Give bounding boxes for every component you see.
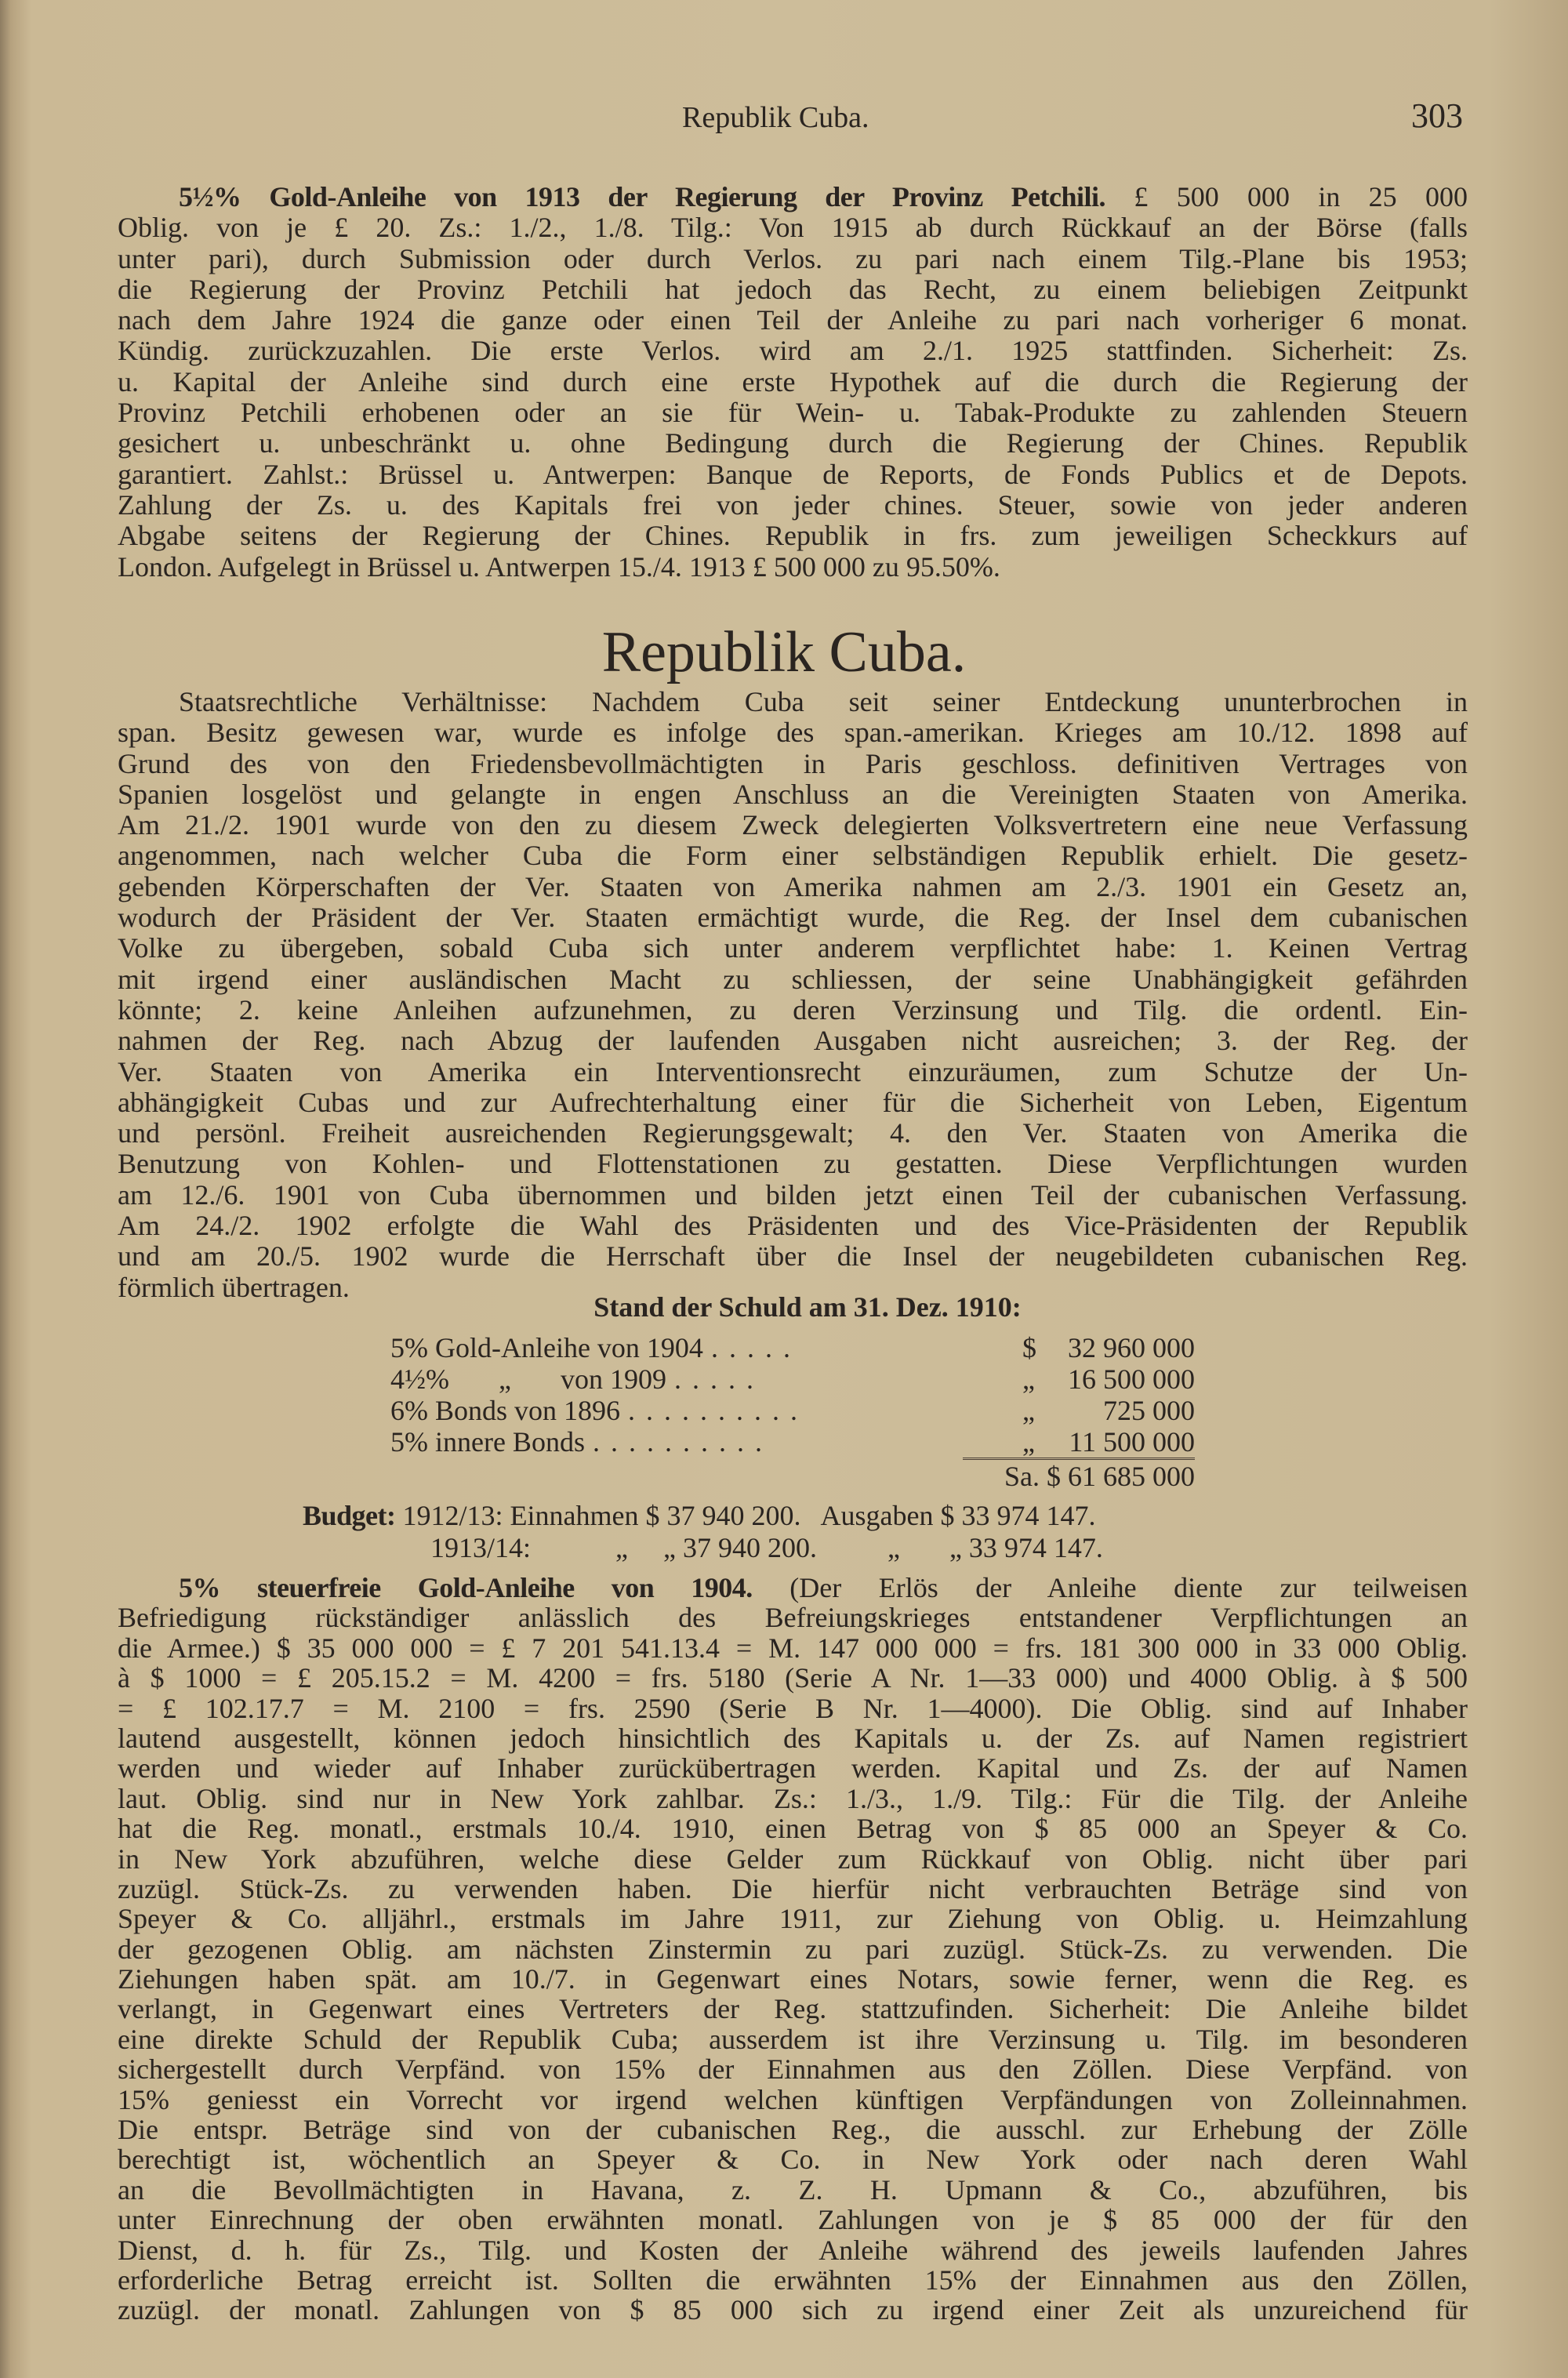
text-line: Kündig. zurückzuzahlen. Die erste Verlos. wird am 2./1. 1925 stattfinden. Sicherheit: Zs. bbox=[118, 335, 1468, 367]
debt-table-title: Stand der Schuld am 31. Dez. 1910: bbox=[593, 1291, 1022, 1323]
text-line: wodurch der Präsident der Ver. Staaten ermächtigt wurde, die Reg. der Insel dem cubanischen bbox=[118, 902, 1468, 934]
text-line: Staatsrechtliche Verhältnisse: Nachdem Cuba seit seiner Entdeckung ununterbrochen in bbox=[179, 686, 1468, 717]
total-currency: $ bbox=[1047, 1461, 1061, 1492]
text-line: lautend ausgestellt, können jedoch hinsichtlich des Kapitals u. der Zs. auf Namen registriert bbox=[118, 1722, 1468, 1754]
text-line: laut. Oblig. sind nur in New York zahlbar. Zs.: 1./3., 1./9. Tilg.: Für die Tilg. der Anleihe bbox=[118, 1782, 1468, 1814]
text-line: = £ 102.17.7 = M. 2100 = frs. 2590 (Serie B Nr. 1—4000). Die Oblig. sind auf Inhaber bbox=[118, 1692, 1468, 1724]
lead-continuation: (Der Erlös der Anleihe diente zur teilweisen bbox=[752, 1572, 1468, 1603]
text-line: Ziehungen haben spät. am 10./7. in Gegenwart eines Notars, sowie ferner, wenn die Reg. es bbox=[118, 1963, 1468, 1995]
text-line: Dienst, d. h. für Zs., Tilg. und Kosten der Anleihe während des jeweils laufenden Jahres bbox=[118, 2234, 1468, 2266]
budget-1912-13: 1912/13: Einnahmen $ 37 940 200. Ausgaben $ 33 974 147. bbox=[395, 1500, 1096, 1531]
gold-1904-paragraph bbox=[118, 1573, 1468, 2325]
text-line: zuzügl. der monatl. Zahlungen von $ 85 000 sich zu irgend einer Zeit als unzureichend für bbox=[118, 2294, 1468, 2326]
staatsrecht-paragraph bbox=[118, 687, 1468, 1303]
text-line: mit irgend einer ausländischen Macht zu schliessen, der seine Unabhängigkeit gefährden bbox=[118, 963, 1468, 995]
text-line: Grund des von den Friedensbevollmächtigten in Paris geschloss. definitiven Vertrages von bbox=[118, 747, 1468, 779]
text-line: berechtigt ist, wöchentlich an Speyer & Co. in New York oder nach deren Wahl bbox=[118, 2144, 1468, 2176]
text-line: an die Bevollmächtigten in Havana, z. Z. H. Upmann & Co., abzuführen, bis bbox=[118, 2173, 1468, 2206]
text-line: Benutzung von Kohlen- und Flottenstationen zu gestatten. Diese Verpflichtungen wurden bbox=[118, 1148, 1468, 1180]
paragraph-lead: 5% steuerfreie Gold-Anleihe von 1904. bbox=[179, 1572, 753, 1603]
text-line: Volke zu übergeben, sobald Cuba sich unter anderem verpflichtet habe: 1. Keinen Vertrag bbox=[118, 932, 1468, 964]
debt-label: 5% Gold-Anleihe von 1904 bbox=[390, 1332, 703, 1363]
text-line: garantiert. Zahlst.: Brüssel u. Antwerpen: Banque de Reports, de Fonds Publics et de Depots. bbox=[118, 458, 1468, 490]
debt-label: 4½% „ von 1909 bbox=[390, 1363, 666, 1395]
text-line: gebenden Körperschaften der Ver. Staaten von Amerika nahmen am 2./3. 1901 ein Gesetz an, bbox=[118, 870, 1468, 902]
debt-label: 6% Bonds von 1896 bbox=[390, 1395, 621, 1426]
text-line: der gezogenen Oblig. am nächsten Zinstermin zu pari zuzügl. Stück-Zs. zu verwenden. Die bbox=[118, 1933, 1468, 1965]
total-amount: 61 685 000 bbox=[1068, 1461, 1195, 1492]
budget-line-2: 1913/14: „ „ 37 940 200. „ „ 33 974 147. bbox=[423, 1532, 1103, 1563]
text-line: gesichert u. unbeschränkt u. ohne Bedingung durch die Regierung der Chines. Republik bbox=[118, 427, 1468, 459]
text-line: Abgabe seitens der Regierung der Chines. Republik in frs. zum jeweiligen Scheckkurs auf bbox=[118, 520, 1468, 552]
leader-dots: ..... bbox=[673, 1363, 764, 1394]
paragraph-lead: 5½% Gold-Anleihe von 1913 der Regierung der Provinz Petchili. bbox=[179, 181, 1106, 212]
section-heading: Republik Cuba. bbox=[601, 620, 967, 684]
petchili-loan-paragraph bbox=[118, 182, 1468, 583]
text-line bbox=[118, 1573, 1468, 1603]
text-line: Am 24./2. 1902 erfolgte die Wahl des Präsidenten und des Vice-Präsidenten der Republik bbox=[118, 1210, 1468, 1242]
text-line: Die entspr. Beträge sind von der cubanischen Reg., die ausschl. zur Erhebung der Zölle bbox=[118, 2114, 1468, 2146]
text-line: unter Einrechnung der oben erwähnten monatl. Zahlungen von je $ 85 000 der für den bbox=[118, 2204, 1468, 2236]
running-header bbox=[0, 96, 1568, 140]
text-line: am 12./6. 1901 von Cuba übernommen und bilden jetzt einen Teil der cubanischen Verfassung. bbox=[118, 1178, 1468, 1211]
text-line: Befriedigung rückständiger anlässlich des Befreiungskrieges entstandener Verpflichtungen an bbox=[118, 1602, 1468, 1634]
total-label: Sa. bbox=[1004, 1461, 1040, 1492]
debt-currency: „ bbox=[1022, 1363, 1035, 1395]
text-line: Spanien losgelöst und gelangte in engen Anschluss an die Vereinigten Staaten von Amerika. bbox=[118, 778, 1468, 810]
debt-table-row bbox=[390, 1394, 1195, 1425]
text-line: Speyer & Co. alljährl., erstmals im Jahre 1911, zur Ziehung von Oblig. u. Heimzahlung bbox=[118, 1903, 1468, 1935]
text-line: verlangt, in Gegenwart eines Vertreters der Reg. stattzufinden. Sicherheit: Die Anleihe bildet bbox=[118, 1993, 1468, 2025]
text-line: und am 20./5. 1902 wurde die Herrschaft über die Insel der neugebildeten cubanischen Reg. bbox=[118, 1240, 1468, 1273]
text-line: die Regierung der Provinz Petchili hat jedoch das Recht, zu einem beliebigen Zeitpunkt bbox=[118, 273, 1468, 305]
text-line: erforderliche Betrag erreicht ist. Sollten die erwähnten 15% der Einnahmen aus den Zöllen, bbox=[118, 2264, 1468, 2296]
debt-amount: 16 500 000 bbox=[1068, 1363, 1195, 1395]
debt-amount: 725 000 bbox=[1103, 1395, 1195, 1426]
debt-label: 5% innere Bonds bbox=[390, 1426, 585, 1458]
text-line: angenommen, nach welcher Cuba die Form einer selbständigen Republik erhielt. Die gesetz- bbox=[118, 840, 1468, 872]
text-line: in New York abzuführen, welche diese Gelder zum Rückkauf von Oblig. nicht über pari bbox=[118, 1842, 1468, 1875]
text-line: 15% geniesst ein Vorrecht vor irgend welchen künftigen Verpfändungen von Zolleinnahmen. bbox=[118, 2083, 1468, 2115]
text-line: könnte; 2. keine Anleihen aufzunehmen, zu deren Verzinsung und Tilg. die ordentl. Ein- bbox=[118, 993, 1468, 1026]
text-line: span. Besitz gewesen war, wurde es infolge des span.-amerikan. Krieges am 10./12. 1898 auf bbox=[118, 717, 1468, 749]
text-line: und persönl. Freiheit ausreichenden Regierungsgewalt; 4. den Ver. Staaten von Amerika die bbox=[118, 1117, 1468, 1149]
text-line: eine direkte Schuld der Republik Cuba; ausserdem ist ihre Verzinsung u. Tilg. im besonderen bbox=[118, 2023, 1468, 2055]
text-line: nahmen der Reg. nach Abzug der laufenden Ausgaben nicht ausreichen; 3. der Reg. der bbox=[118, 1025, 1468, 1057]
leader-dots: .......... bbox=[592, 1426, 773, 1457]
text-line: u. Kapital der Anleihe sind durch eine erste Hypothek auf die durch die Regierung der bbox=[118, 365, 1468, 398]
running-header-title: Republik Cuba. bbox=[682, 101, 869, 134]
text-line bbox=[118, 182, 1468, 212]
text-line: Zahlung der Zs. u. des Kapitals frei von jeder chines. Steuer, sowie von jeder anderen bbox=[118, 488, 1468, 521]
debt-table-row bbox=[390, 1425, 1195, 1457]
text-line: hat die Reg. monatl., erstmals 10./4. 1910, einen Betrag von $ 85 000 an Speyer & Co. bbox=[118, 1813, 1468, 1845]
debt-amount: 11 500 000 bbox=[1069, 1426, 1195, 1458]
debt-table-row bbox=[390, 1363, 1195, 1394]
debt-total bbox=[963, 1460, 1195, 1493]
debt-amount: 32 960 000 bbox=[1068, 1332, 1195, 1363]
text-line: Ver. Staaten von Amerika ein Interventionsrecht einzuräumen, zum Schutze der Un- bbox=[118, 1055, 1468, 1087]
text-line: unter pari), durch Submission oder durch Verlos. zu pari nach einem Tilg.-Plane bis 1953; bbox=[118, 242, 1468, 274]
text-line: London. Aufgelegt in Brüssel u. Antwerpen 15./4. 1913 £ 500 000 zu 95.50%. bbox=[118, 550, 1000, 583]
text-line: à $ 1000 = £ 205.15.2 = M. 4200 = frs. 5180 (Serie A Nr. 1—33 000) und 4000 Oblig. à $ 500 bbox=[118, 1662, 1468, 1694]
text-line: Provinz Petchili erhobenen oder an sie für Wein- u. Tabak-Produkte zu zahlenden Steuern bbox=[118, 397, 1468, 429]
lead-continuation: £ 500 000 in 25 000 bbox=[1105, 181, 1468, 212]
leader-dots: .......... bbox=[628, 1395, 809, 1425]
text-line: förmlich übertragen. bbox=[118, 1271, 350, 1303]
text-line: werden und wieder auf Inhaber zurückübertragen werden. Kapital und Zs. der auf Namen bbox=[118, 1752, 1468, 1784]
text-line: sichergestellt durch Verpfänd. von 15% der Einnahmen aus den Zöllen. Diese Verpfänd. von bbox=[118, 2053, 1468, 2086]
leader-dots: ..... bbox=[710, 1332, 801, 1363]
debt-currency: $ bbox=[1022, 1332, 1036, 1363]
text-line: Am 21./2. 1901 wurde von den zu diesem Zweck delegierten Volksvertretern eine neue Verfassung bbox=[118, 809, 1468, 841]
debt-currency: „ bbox=[1022, 1426, 1035, 1458]
text-line: Oblig. von je £ 20. Zs.: 1./2., 1./8. Tilg.: Von 1915 ab durch Rückkauf an der Börse (falls bbox=[118, 212, 1468, 244]
budget-label: Budget: bbox=[303, 1500, 396, 1531]
text-line: zuzügl. Stück-Zs. zu verwenden haben. Die hierfür nicht verbrauchten Beträge sind von bbox=[118, 1872, 1468, 1904]
page-number: 303 bbox=[1411, 96, 1463, 135]
text-line: abhängigkeit Cubas und zur Aufrechterhaltung einer für die Sicherheit von Leben, Eigentum bbox=[118, 1086, 1468, 1118]
budget-line-1 bbox=[303, 1499, 1095, 1532]
debt-currency: „ bbox=[1022, 1395, 1035, 1426]
text-line: nach dem Jahre 1924 die ganze oder einen Teil der Anleihe zu pari nach vorheriger 6 monat. bbox=[118, 304, 1468, 336]
debt-table-row bbox=[390, 1331, 1195, 1363]
text-line: die Armee.) $ 35 000 000 = £ 7 201 541.13.4 = M. 147 000 000 = frs. 181 300 000 in 33 000 Oblig. bbox=[118, 1632, 1468, 1664]
